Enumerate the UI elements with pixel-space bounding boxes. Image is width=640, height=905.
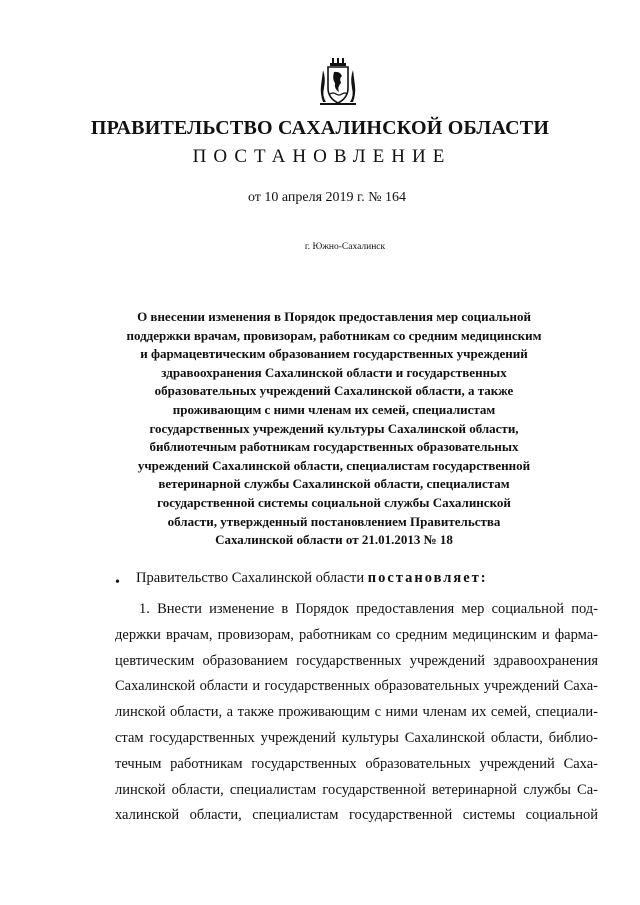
heading-line: ветеринарной службы Сахалинской области, специалистам xyxy=(158,476,510,492)
body-line: стам государственных учреждений культуры Сахалинской области, библио- xyxy=(115,729,598,746)
heading-line: государственных учреждений культуры Сахалинской области, xyxy=(149,420,519,436)
body-line: течным работникам государственных образовательных учреждений Саха- xyxy=(115,755,598,772)
body-paragraph xyxy=(115,597,598,829)
document-city: г. Южно-Сахалинск xyxy=(304,242,386,252)
body-line: Сахалинской области и государственных образовательных учреждений Саха- xyxy=(115,678,598,695)
heading-line: Сахалинской области от 21.01.2013 № 18 xyxy=(215,532,453,548)
preamble-decree-word: постановляет: xyxy=(367,570,488,586)
document-type: ПОСТАНОВЛЕНИЕ xyxy=(192,146,452,167)
preamble xyxy=(136,570,488,587)
coat-of-arms-emblem xyxy=(320,58,356,106)
heading-line: библиотечным работникам государственных образовательных xyxy=(149,439,519,455)
preamble-text: Правительство Сахалинской области xyxy=(136,570,368,586)
heading-line: области, утвержденный постановлением Правительства xyxy=(167,513,501,529)
body-line: линской области, а также проживающим с ними членам их семей, специали- xyxy=(115,704,598,721)
heading-line: проживающим с ними членам их семей, специалистам xyxy=(172,401,496,417)
heading-line: учреждений Сахалинской области, специалистам государственной xyxy=(137,457,531,473)
body-line: линской области, специалистам государственной ветеринарной службы Са- xyxy=(115,781,598,798)
document-date-number: от 10 апреля 2019 г. № 164 xyxy=(247,190,407,205)
heading-line: поддержки врачам, провизорам, работникам со средним медицинским xyxy=(126,327,542,343)
government-title: ПРАВИТЕЛЬСТВО САХАЛИНСКОЙ ОБЛАСТИ xyxy=(90,117,550,139)
heading-line: образовательных учреждений Сахалинской области, а также xyxy=(154,383,514,399)
document-heading xyxy=(110,308,558,550)
heading-line: здравоохранения Сахалинской области и государственных xyxy=(161,364,507,380)
body-line: 1. Внести изменение в Порядок предоставления мер социальной под- xyxy=(139,601,598,617)
heading-line: и фармацевтическим образованием государственных учреждений xyxy=(140,346,528,362)
heading-line: О внесении изменения в Порядок предоставления мер социальной xyxy=(137,309,531,324)
margin-mark: • xyxy=(115,575,120,590)
body-line: держки врачам, провизорам, работникам со средним медицинским и фарма- xyxy=(115,626,598,643)
heading-line: государственной системы социальной службы Сахалинской xyxy=(157,494,511,510)
body-line: цевтическим образованием государственных учреждений здравоохранения xyxy=(115,652,598,669)
body-line: халинской области, специалистам государственной системы социальной xyxy=(115,807,598,824)
